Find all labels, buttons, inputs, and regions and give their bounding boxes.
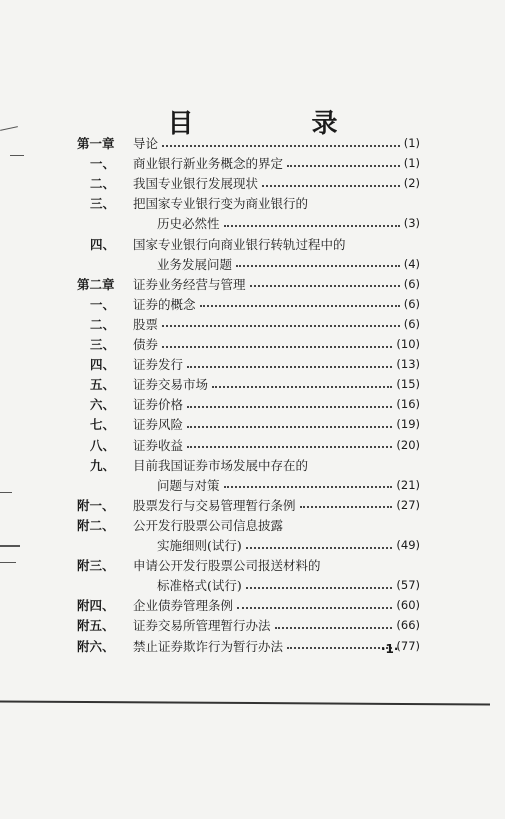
toc-entry-title: 问题与对策 bbox=[157, 477, 220, 493]
toc-entry bbox=[90, 314, 420, 334]
toc-entry-title: 商业银行新业务概念的界定 bbox=[133, 156, 284, 172]
toc-entry-title: 证券风险 bbox=[133, 417, 184, 433]
toc-entry bbox=[90, 234, 420, 254]
dot-leader bbox=[224, 224, 400, 227]
toc-entry-number: 二、 bbox=[90, 316, 116, 332]
toc-entry bbox=[157, 575, 420, 595]
dot-leader bbox=[237, 606, 392, 609]
toc-entry-title: 历史必然性 bbox=[157, 216, 220, 232]
toc-entry-title: 国家专业银行向商业银行转轨过程中的 bbox=[133, 236, 346, 252]
toc-entry-title: 证券业务经营与管理 bbox=[133, 276, 246, 292]
dot-leader bbox=[224, 485, 393, 488]
toc-entry-title: 业务发展问题 bbox=[157, 256, 233, 272]
toc-entry bbox=[90, 153, 420, 173]
toc-entry bbox=[157, 254, 420, 274]
toc-entry-title: 证券价格 bbox=[133, 397, 184, 413]
page-number: ·1· bbox=[381, 642, 399, 656]
toc-entry-page: (20) bbox=[396, 437, 420, 452]
toc-entry bbox=[90, 294, 420, 314]
toc-entry-number: 二、 bbox=[90, 176, 116, 192]
toc-entry-number: 四、 bbox=[90, 357, 116, 373]
bottom-rule bbox=[0, 701, 490, 706]
dot-leader bbox=[250, 284, 400, 287]
toc-entry-title: 证券发行 bbox=[133, 357, 184, 373]
toc-entry bbox=[77, 595, 420, 615]
toc-entry bbox=[90, 334, 420, 354]
toc-entry-number: 附五、 bbox=[77, 618, 115, 634]
scan-mark bbox=[0, 545, 20, 547]
dot-leader bbox=[162, 345, 392, 348]
dot-leader bbox=[262, 184, 400, 187]
toc-entry bbox=[77, 636, 420, 656]
toc-entry-page: (49) bbox=[396, 538, 420, 552]
toc-entry bbox=[90, 374, 420, 394]
toc-entry-number: 附六、 bbox=[77, 638, 115, 654]
toc-entry-title: 申请公开发行股票公司报送材料的 bbox=[133, 558, 321, 574]
toc-entry bbox=[77, 615, 420, 635]
toc-entry bbox=[90, 455, 420, 475]
toc-entry-number: 三、 bbox=[90, 337, 116, 352]
toc-entry-title: 目前我国证券市场发展中存在的 bbox=[133, 457, 309, 473]
toc-entry bbox=[77, 555, 420, 575]
toc-entry-number: 七、 bbox=[90, 417, 116, 433]
toc-entry-title: 证券交易市场 bbox=[133, 377, 209, 393]
toc-entry-page: (6) bbox=[403, 296, 420, 311]
toc-entry-number: 附四、 bbox=[77, 598, 115, 614]
toc-entry-page: (77) bbox=[396, 638, 420, 653]
toc-entry bbox=[77, 133, 420, 153]
dot-leader bbox=[187, 445, 392, 448]
dot-leader bbox=[275, 626, 393, 629]
dot-leader bbox=[246, 586, 393, 589]
dot-leader bbox=[246, 546, 393, 549]
toc-entry bbox=[157, 213, 420, 233]
toc-entry-number: 附二、 bbox=[77, 517, 115, 533]
toc-entry-title: 把国家专业银行变为商业银行的 bbox=[133, 196, 309, 212]
toc-entry-title: 股票发行与交易管理暂行条例 bbox=[133, 497, 296, 513]
dot-leader bbox=[162, 144, 400, 147]
dot-leader bbox=[212, 385, 392, 388]
toc-entry-title: 债券 bbox=[133, 337, 159, 352]
scan-mark bbox=[0, 492, 12, 493]
dot-leader bbox=[187, 405, 392, 408]
dot-leader bbox=[200, 304, 400, 307]
toc-entry-page: (6) bbox=[403, 316, 420, 331]
toc-entry-title: 证券交易所管理暂行办法 bbox=[133, 618, 271, 634]
toc-entry bbox=[77, 274, 420, 294]
toc-entry-title: 我国专业银行发展现状 bbox=[133, 176, 259, 192]
toc-entry bbox=[90, 354, 420, 374]
toc-entry-number: 第二章 bbox=[77, 276, 115, 292]
dot-leader bbox=[287, 164, 400, 167]
toc-entry bbox=[90, 414, 420, 434]
toc-entry-page: (1) bbox=[403, 156, 420, 171]
toc-entry-number: 六、 bbox=[90, 397, 116, 413]
toc-entry-title: 禁止证券欺诈行为暂行办法 bbox=[133, 638, 284, 654]
toc-entry-title: 公开发行股票公司信息披露 bbox=[133, 517, 284, 533]
toc-entry-page: (10) bbox=[396, 337, 420, 351]
toc-entry-title: 企业债券管理条例 bbox=[133, 598, 234, 614]
dot-leader bbox=[187, 365, 392, 368]
toc-entry-title: 股票 bbox=[133, 316, 159, 332]
toc-entry-page: (15) bbox=[396, 377, 420, 392]
toc-entry-page: (4) bbox=[403, 256, 420, 271]
toc-entry-page: (57) bbox=[396, 578, 420, 593]
toc-entry bbox=[90, 394, 420, 414]
toc-entry-page: (2) bbox=[403, 176, 420, 191]
toc-entry-number: 附一、 bbox=[77, 497, 115, 513]
toc-entry-page: (3) bbox=[403, 216, 420, 231]
toc-entry-number: 九、 bbox=[90, 457, 116, 473]
toc-entry-page: (66) bbox=[396, 618, 420, 633]
toc-entry-number: 一、 bbox=[90, 156, 116, 172]
dot-leader bbox=[187, 425, 392, 428]
toc-entry bbox=[90, 435, 420, 455]
dot-leader bbox=[162, 324, 400, 327]
toc-entry bbox=[157, 475, 420, 495]
toc-entry-number: 三、 bbox=[90, 196, 116, 212]
toc-entry-title: 证券收益 bbox=[133, 437, 184, 453]
toc-entry bbox=[157, 535, 420, 555]
toc-entry-number: 附三、 bbox=[77, 558, 115, 574]
toc-entry-title: 实施细则(试行) bbox=[157, 538, 242, 553]
toc-entry-page: (21) bbox=[396, 477, 420, 492]
scan-mark bbox=[0, 562, 16, 563]
toc-entry-page: (16) bbox=[396, 397, 420, 412]
scan-mark bbox=[10, 155, 24, 156]
toc-entry-title: 证券的概念 bbox=[133, 296, 196, 312]
toc-entry-page: (60) bbox=[396, 598, 420, 613]
toc-entry-number: 八、 bbox=[90, 437, 116, 453]
toc-entry-number: 一、 bbox=[90, 296, 116, 312]
toc-entry-page: (27) bbox=[396, 497, 420, 512]
toc-entry-page: (1) bbox=[403, 136, 420, 150]
toc-entry-page: (13) bbox=[396, 357, 420, 372]
toc-entry bbox=[77, 495, 420, 515]
dot-leader bbox=[300, 505, 393, 508]
toc-entry-number: 四、 bbox=[90, 236, 116, 252]
page-title: 目 录 bbox=[167, 109, 384, 139]
toc-entry-page: (19) bbox=[396, 417, 420, 432]
toc-entry-page: (6) bbox=[403, 276, 420, 291]
toc-entry-number: 五、 bbox=[90, 377, 116, 393]
toc-entry-title: 标准格式(试行) bbox=[157, 578, 242, 594]
toc-entry-number: 第一章 bbox=[77, 136, 115, 151]
toc-entry bbox=[77, 515, 420, 535]
toc-entry bbox=[90, 193, 420, 213]
dot-leader bbox=[236, 264, 400, 267]
toc-entry-title: 导论 bbox=[133, 136, 159, 151]
dot-leader bbox=[287, 646, 392, 649]
toc-entry bbox=[90, 173, 420, 193]
